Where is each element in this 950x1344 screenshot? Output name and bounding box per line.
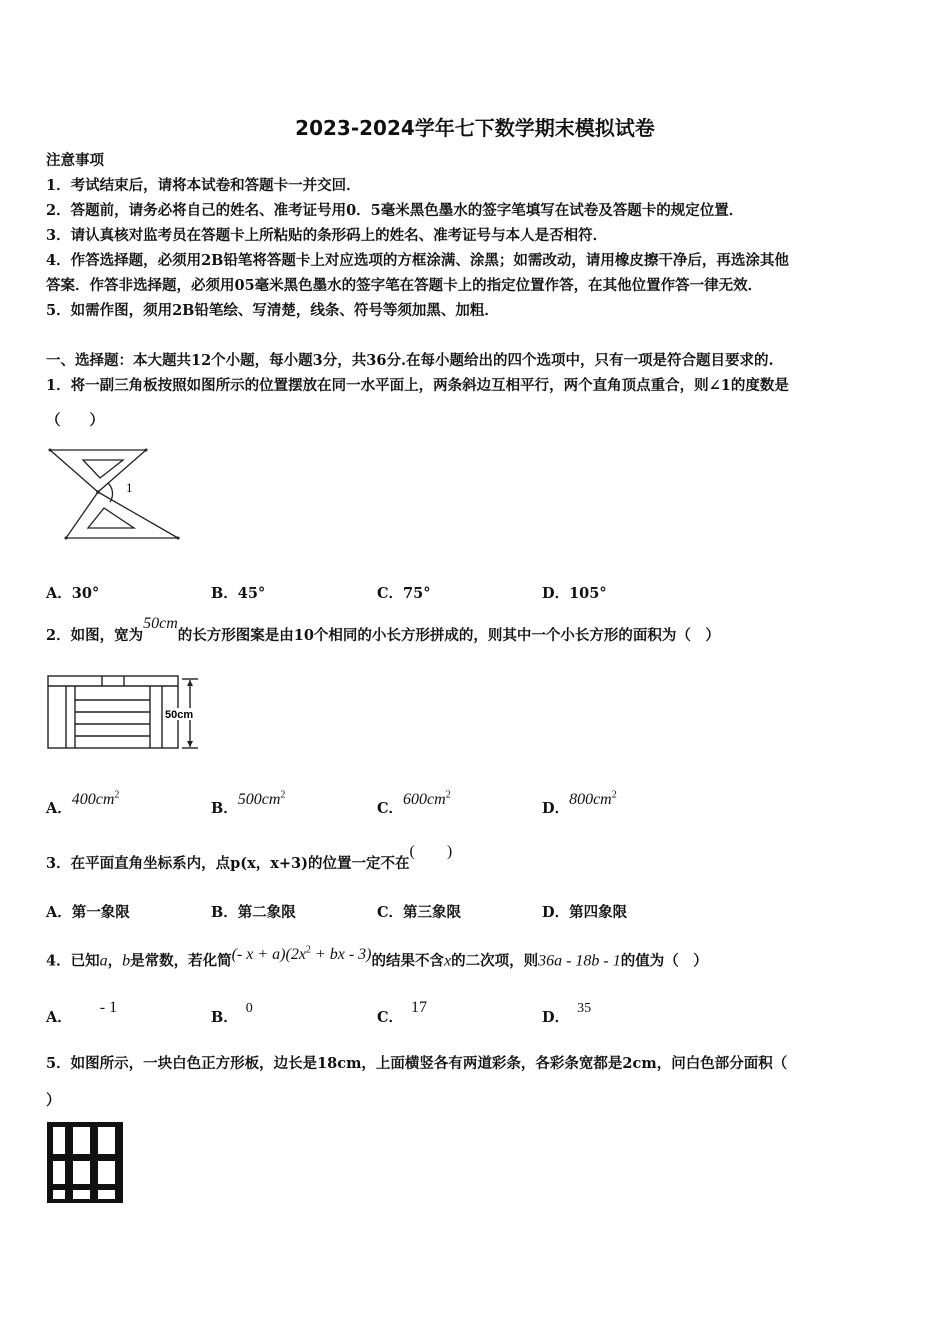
q4-option-b[interactable] [211, 996, 253, 1026]
option-value: 105° [569, 585, 607, 602]
option-value: 75° [403, 585, 431, 602]
q1-option-c[interactable] [377, 582, 430, 603]
question-5-close: ） [46, 1092, 61, 1109]
notes-item: 4．作答选择题，必须用2B铅笔将答题卡上对应选项的方框涂满、涂黑；如需改动，请用橡皮擦干净后，再选涂其他 [46, 252, 789, 269]
option-label: B． [211, 585, 238, 602]
question-1-figure [46, 440, 191, 550]
q4-expr-2a: (2x [285, 946, 306, 964]
q4-text-1: 4．已知 [46, 952, 100, 970]
option-value [238, 791, 286, 808]
option-value [403, 791, 451, 808]
q3-text: 3．在平面直角坐标系内，点p(x，x+3)的位置一定不在 [46, 855, 410, 872]
option-value-sup: 2 [114, 789, 120, 801]
q4-text-4: 的二次项，则 [451, 952, 539, 970]
option-value-text: 600cm [403, 791, 446, 808]
q3-option-b[interactable] [211, 901, 296, 922]
q4-var-x: x [443, 952, 452, 970]
notes-item: 1．考试结束后，请将本试卷和答题卡一并交回． [46, 177, 361, 194]
q4-var-a: a [99, 952, 108, 970]
q1-option-a[interactable] [46, 582, 99, 603]
option-value-text: 500cm [237, 791, 281, 808]
option-value: 45° [237, 585, 266, 602]
angle-label: 1 [126, 480, 133, 495]
q2-option-c[interactable] [377, 788, 451, 817]
question-3-text [46, 843, 453, 875]
q2-width: 50cm [143, 615, 178, 632]
question-2-figure [46, 672, 206, 752]
page-title: 2023-2024学年七下数学期末模拟试卷 [295, 116, 655, 140]
q3-paren: ( ) [409, 843, 453, 860]
q4-sep: ， [107, 952, 123, 970]
q3-option-a[interactable] [46, 901, 130, 922]
question-1-paren: （ ） [46, 412, 104, 429]
q2-option-b[interactable] [211, 788, 286, 817]
q4-text-3: 的结果不含 [371, 952, 444, 970]
question-5-figure [45, 1120, 125, 1205]
option-value-text: 400cm [71, 791, 115, 808]
question-4-text [46, 946, 708, 972]
option-label: D． [542, 1009, 570, 1026]
notes-item: 答案．作答非选择题，必须用05毫米黑色墨水的签字笔在答题卡上的指定位置作答，在其他位置作答一律无效． [46, 277, 763, 294]
option-label: C． [377, 1009, 404, 1026]
option-label: C． [377, 904, 404, 921]
q3-option-c[interactable] [377, 901, 461, 922]
option-label: D． [542, 800, 570, 817]
q4-expr-sup: 2 [305, 945, 311, 956]
notes-heading: 注意事项 [46, 152, 104, 169]
notes-item: 3．请认真核对监考员在答题卡上所粘贴的条形码上的姓名、准考证号与本人是否相符． [46, 227, 608, 244]
option-label: B． [211, 800, 238, 817]
option-value: 30° [71, 585, 100, 602]
q1-option-d[interactable] [542, 582, 607, 603]
q4-text-5: 的值为（ ） [620, 952, 708, 970]
q2-figure-label: 50cm [165, 709, 194, 721]
option-label: C． [377, 800, 404, 817]
option-label: B． [211, 904, 238, 921]
option-label: C． [377, 585, 404, 602]
q4-expression [232, 946, 372, 963]
q1-option-b[interactable] [211, 582, 265, 603]
option-value-sup: 2 [611, 789, 617, 801]
option-label: D． [542, 904, 570, 921]
option-label: A． [46, 585, 72, 602]
option-value [72, 791, 120, 808]
bottom-triangle [66, 492, 178, 538]
section-heading: 一、选择题：本大题共12个小题，每小题3分，共36分.在每小题给出的四个选项中，只有一项是符合题目要求的. [46, 352, 774, 369]
q4-text-2: 是常数，若化简 [130, 952, 232, 970]
option-value: 0 [245, 1001, 253, 1016]
option-value-text: 800cm [569, 791, 612, 808]
option-value-sup: 2 [445, 789, 451, 801]
option-value: 35 [577, 1001, 592, 1016]
option-value: 第三象限 [403, 904, 462, 921]
bottom-inner-triangle [88, 508, 134, 528]
question-2-text [46, 615, 720, 647]
q2-option-a[interactable] [46, 788, 120, 817]
option-value: 第一象限 [71, 904, 130, 921]
option-value: - 1 [99, 999, 118, 1016]
q4-var-b: b [122, 952, 131, 970]
q4-expr-2b: + bx - 3) [310, 946, 372, 964]
q4-option-d[interactable] [542, 996, 592, 1026]
option-value: 第四象限 [569, 904, 628, 921]
option-label: A． [46, 1009, 72, 1026]
question-5-text: 5．如图所示，一块白色正方形板，边长是18cm，上面横竖各有两道彩条，各彩条宽都是2cm，问白色部分面积（ [46, 1055, 788, 1072]
question-1-text: 1．将一副三角板按照如图所示的位置摆放在同一水平面上，两条斜边互相平行，两个直角顶点重合，则∠1的度数是 [46, 377, 789, 394]
q2-option-d[interactable] [542, 788, 617, 817]
option-label: D． [542, 585, 570, 602]
option-label: A． [46, 904, 72, 921]
option-value-sup: 2 [280, 789, 286, 801]
q4-expr-3: 36a - 18b - 1 [538, 952, 621, 970]
q4-expr-1: (- x + a) [231, 946, 286, 964]
notes-item: 5．如需作图，须用2B铅笔绘、写清楚，线条、符号等须加黑、加粗． [46, 302, 499, 319]
option-label: A． [46, 800, 72, 817]
option-value [569, 791, 617, 808]
option-label: B． [211, 1009, 238, 1026]
q3-option-d[interactable] [542, 901, 627, 922]
q4-option-a[interactable] [46, 996, 118, 1026]
option-value: 17 [411, 999, 428, 1016]
q2-text-pre: 2．如图，宽为 [46, 627, 144, 644]
q4-option-c[interactable] [377, 996, 428, 1026]
q2-text-post: 的长方形图案是由10个相同的小长方形拼成的，则其中一个小长方形的面积为（ ） [177, 627, 720, 644]
option-value: 第二象限 [237, 904, 296, 921]
notes-item: 2．答题前，请务必将自己的姓名、准考证号用0．5毫米黑色墨水的签字笔填写在试卷及答题卡的规定位置． [46, 202, 744, 219]
